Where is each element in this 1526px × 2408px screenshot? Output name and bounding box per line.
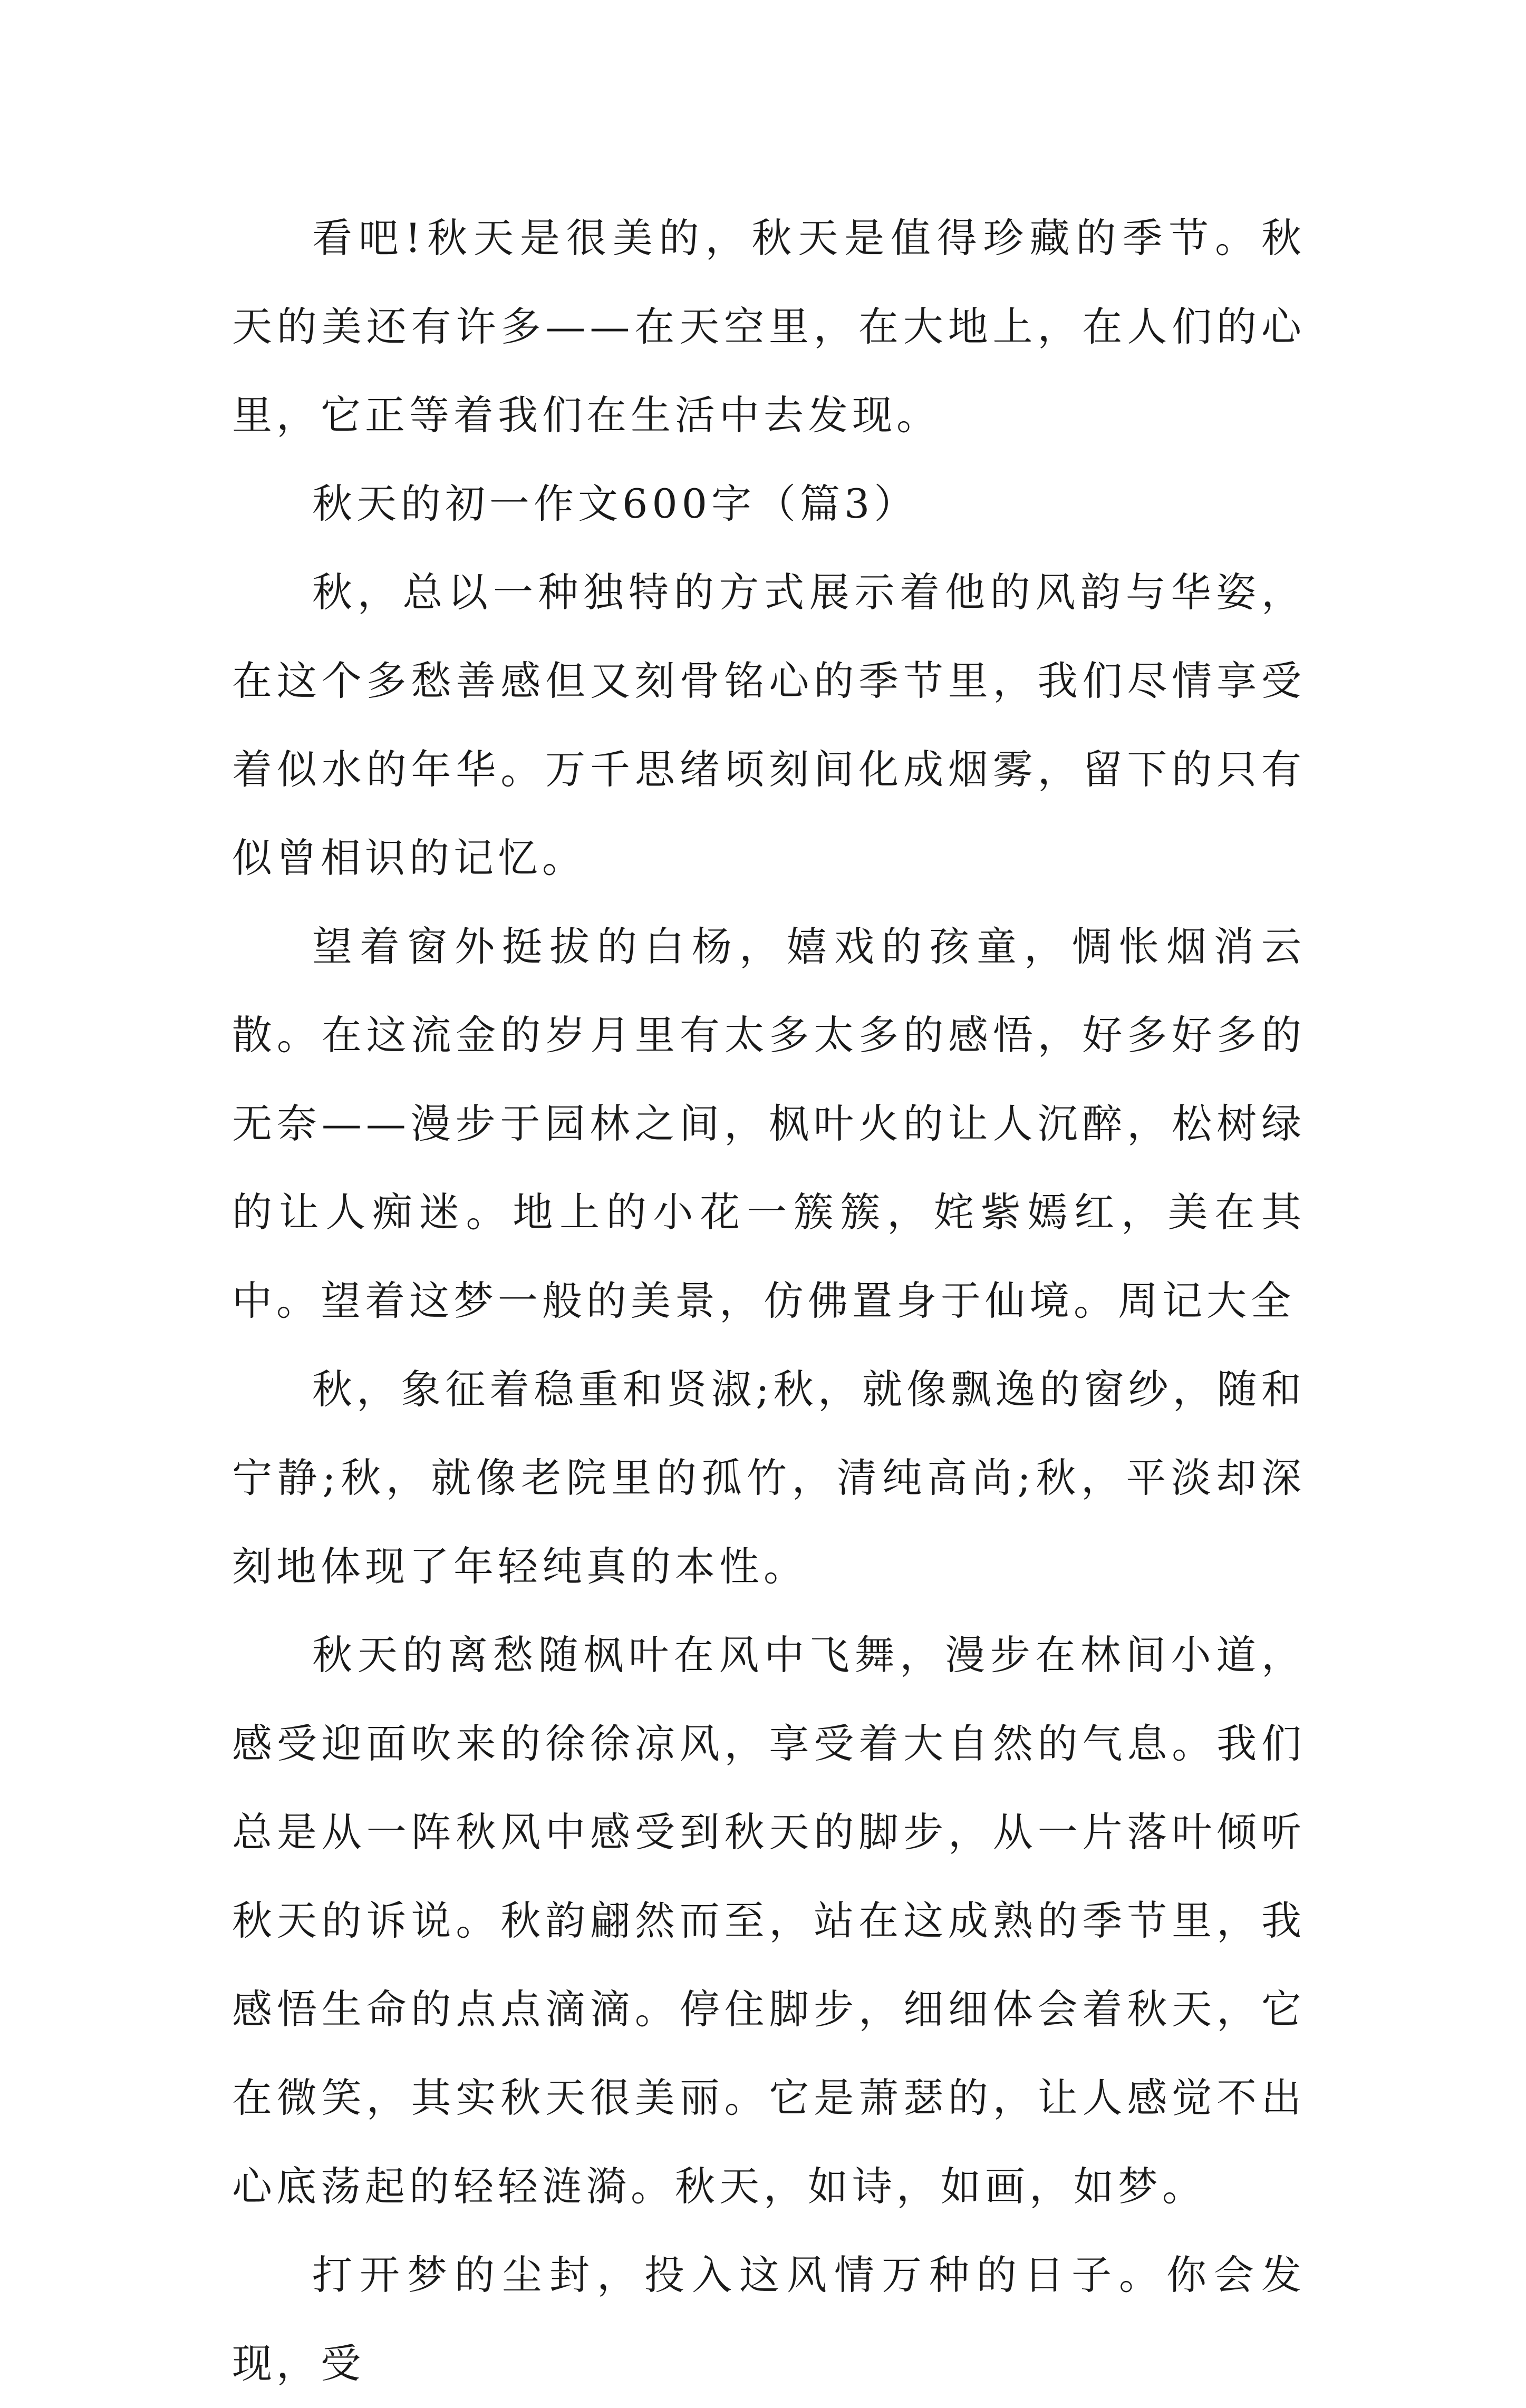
paragraph: 望着窗外挺拔的白杨，嬉戏的孩童，惆怅烟消云散。在这流金的岁月里有太多太多的感悟，好多好多的无奈——漫步于园林之间，枫叶火的让人沉醉，松树绿的让人痴迷。地上的小花一簇簇，姹紫嫣红，美在其中。望着这梦一般的美景，仿佛置身于仙境。周记大全 — [232, 923, 1306, 1324]
document-body — [232, 194, 1306, 2408]
paragraph: 看吧!秋天是很美的，秋天是值得珍藏的季节。秋天的美还有许多——在天空里，在大地上，在人们的心里，它正等着我们在生活中去发现。 — [232, 215, 1306, 439]
paragraph: 打开梦的尘封，投入这风情万种的日子。你会发现，受 — [232, 2251, 1306, 2387]
paragraph: 秋天的离愁随枫叶在风中飞舞，漫步在林间小道，感受迎面吹来的徐徐凉风，享受着大自然的气息。我们总是从一阵秋风中感受到秋天的脚步，从一片落叶倾听秋天的诉说。秋韵翩然而至，站在这成熟的季节里，我感悟生命的点点滴滴。停住脚步，细细体会着秋天，它在微笑，其实秋天很美丽。它是萧瑟的，让人感觉不出心底荡起的轻轻涟漪。秋天，如诗，如画，如梦。 — [232, 1632, 1306, 2210]
paragraph: 秋，总以一种独特的方式展示着他的风韵与华姿，在这个多愁善感但又刻骨铭心的季节里，我们尽情享受着似水的年华。万千思绪顷刻间化成烟雾，留下的只有似曾相识的记忆。 — [232, 569, 1306, 881]
section-heading: 秋天的初一作文600字（篇3） — [312, 480, 919, 527]
paragraph: 秋，象征着稳重和贤淑;秋，就像飘逸的窗纱，随和宁静;秋，就像老院里的孤竹，清纯高尚;秋，平淡却深刻地体现了年轻纯真的本性。 — [232, 1366, 1306, 1590]
